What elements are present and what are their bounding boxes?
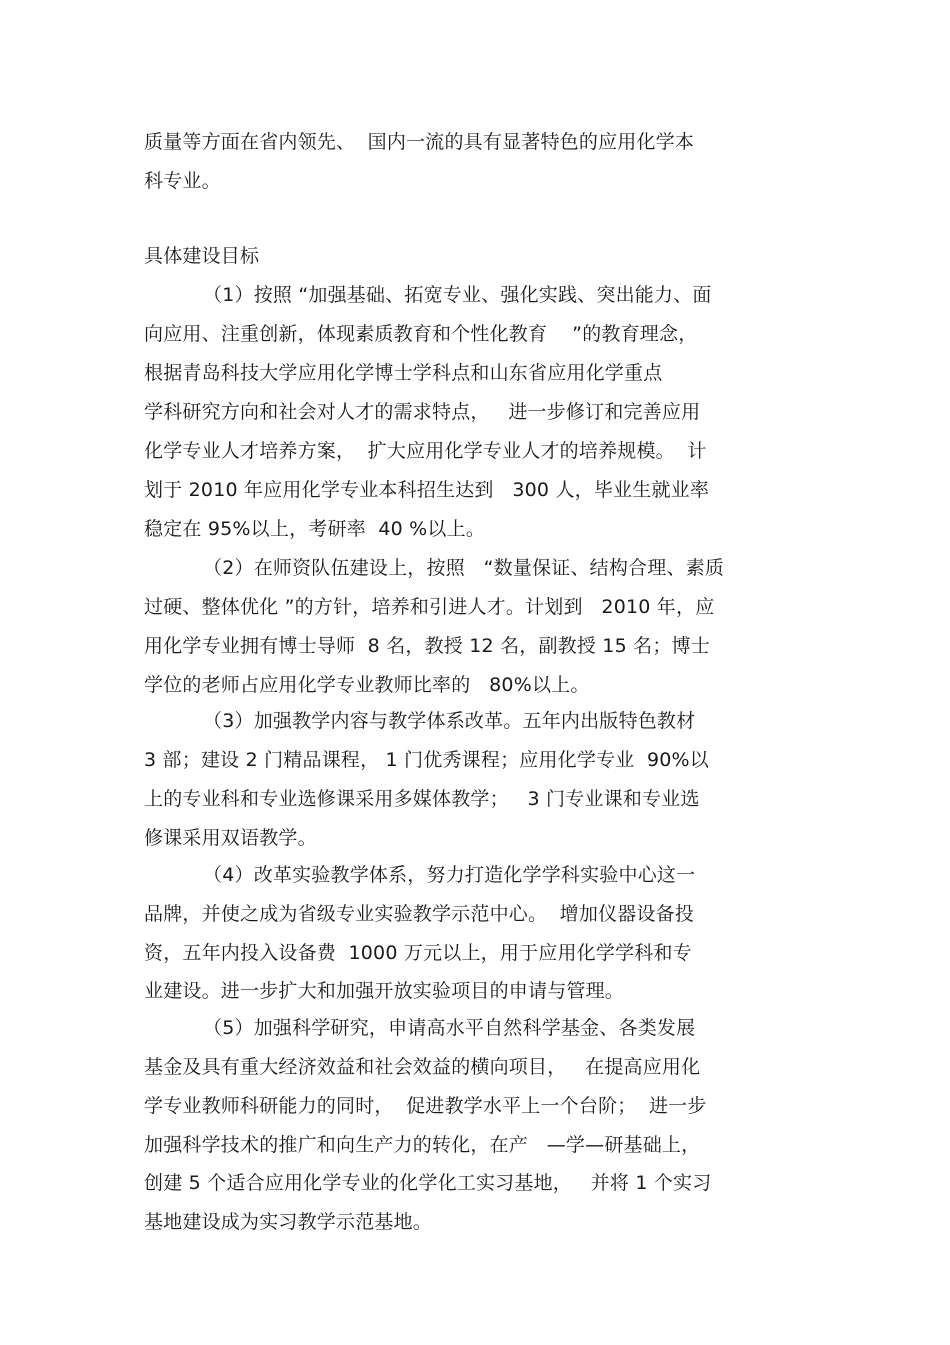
paragraph-1-line-5: 化学专业人才培养方案， 扩大应用化学专业人才的培养规模。 计	[144, 440, 707, 462]
paragraph-4-line-2: 品牌，并使之成为省级专业实验教学示范中心。 增加仪器设备投	[144, 903, 695, 925]
paragraph-5-line-3: 学专业教师科研能力的同时， 促进教学水平上一个台阶； 进一步	[144, 1095, 707, 1117]
paragraph-2-line-4: 学位的老师占应用化学专业教师比率的 80%以上。	[144, 674, 590, 696]
paragraph-5-line-5: 创建 5 个适合应用化学专业的化学化工实习基地， 并将 1 个实习	[144, 1172, 712, 1194]
paragraph-1-line-7: 稳定在 95%以上，考研率 40 %以上。	[144, 518, 486, 540]
paragraph-1-line-2: 向应用、注重创新，体现素质教育和个性化教育 ”的教育理念，	[144, 323, 698, 345]
paragraph-1-line-6: 划于 2010 年应用化学专业本科招生达到 300 人，毕业生就业率	[144, 479, 710, 501]
paragraph-1-line-3: 根据青岛科技大学应用化学博士学科点和山东省应用化学重点	[144, 362, 663, 384]
paragraph-2-line-2: 过硬、整体优化 ”的方针，培养和引进人才。计划到 2010 年，应	[144, 596, 715, 618]
paragraph-4-line-4: 业建设。进一步扩大和加强开放实验项目的申请与管理。	[144, 980, 625, 1002]
paragraph-1-line-4: 学科研究方向和社会对人才的需求特点， 进一步修订和完善应用	[144, 401, 701, 423]
paragraph-3-line-3: 上的专业科和专业选修课采用多媒体教学； 3 门专业课和专业选	[144, 788, 700, 810]
paragraph-4-line-1: （4）改革实验教学体系，努力打造化学学科实验中心这一	[203, 864, 696, 886]
paragraph-5-line-2: 基金及具有重大经济效益和社会效益的横向项目， 在提高应用化	[144, 1056, 701, 1078]
paragraph-5-line-6: 基地建设成为实习教学示范基地。	[144, 1211, 433, 1233]
paragraph-1-line-1: （1）按照 “加强基础、拓宽专业、强化实践、突出能力、面	[203, 284, 712, 306]
intro-line-2: 科专业。	[144, 170, 221, 192]
paragraph-4-line-3: 资，五年内投入设备费 1000 万元以上，用于应用化学学科和专	[144, 942, 692, 964]
paragraph-3-line-2: 3 部；建设 2 门精品课程， 1 门优秀课程；应用化学专业 90%以	[144, 749, 709, 771]
paragraph-2-line-1: （2）在师资队伍建设上，按照 “数量保证、结构合理、素质	[203, 557, 725, 579]
paragraph-3-line-1: （3）加强教学内容与教学体系改革。五年内出版特色教材	[203, 710, 696, 732]
section-heading: 具体建设目标	[144, 245, 260, 267]
paragraph-5-line-4: 加强科学技术的推广和向生产力的转化，在产 —学—研基础上，	[144, 1134, 701, 1156]
intro-line-1: 质量等方面在省内领先、 国内一流的具有显著特色的应用化学本	[144, 131, 695, 153]
paragraph-5-line-1: （5）加强科学研究，申请高水平自然科学基金、各类发展	[203, 1017, 696, 1039]
paragraph-2-line-3: 用化学专业拥有博士导师 8 名，教授 12 名，副教授 15 名；博士	[144, 635, 710, 657]
paragraph-3-line-4: 修课采用双语教学。	[144, 827, 317, 849]
